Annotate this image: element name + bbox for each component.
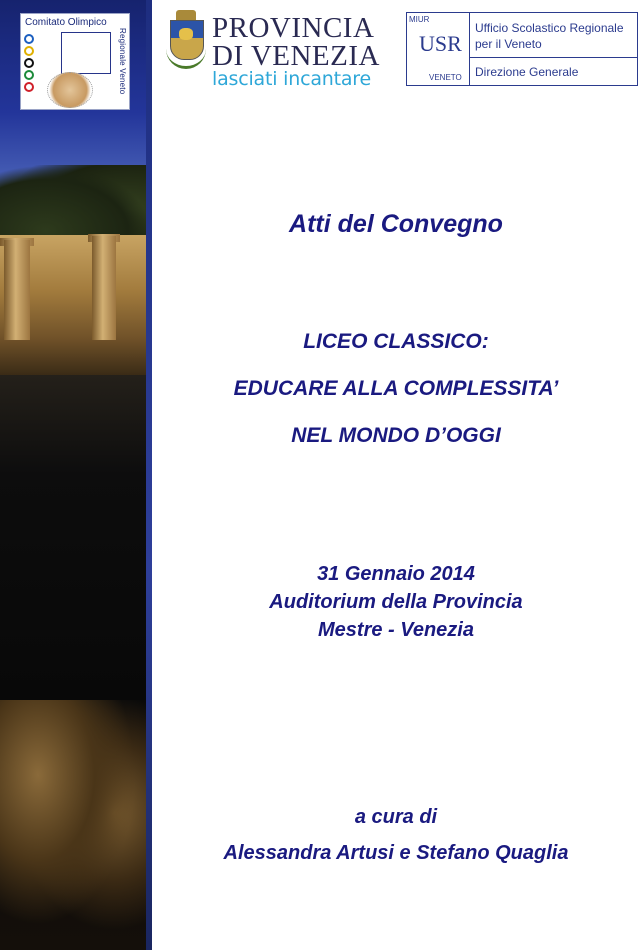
usr-mini-logo: [61, 32, 111, 74]
column-left: [4, 240, 30, 340]
usr-veneto-logo: [406, 12, 638, 86]
provincia-name-line2: DI VENEZIA: [212, 40, 380, 72]
olympic-rings-icon: [24, 34, 38, 92]
column-right: [92, 236, 116, 340]
usr-office-line2: per il Veneto: [475, 37, 542, 51]
bronze-horses-image: [0, 700, 152, 950]
lion-icon: [179, 28, 193, 40]
crest-crown: [176, 10, 196, 20]
dark-band: [0, 375, 152, 705]
ring-black: [24, 58, 34, 68]
usr-miur-text: MIUR: [409, 15, 430, 24]
usr-veneto-text: VENETO: [429, 73, 462, 82]
ring-red: [24, 82, 34, 92]
ring-blue: [24, 34, 34, 44]
document-title: Atti del Convegno: [289, 210, 503, 238]
usr-office-line3: Direzione Generale: [475, 65, 579, 79]
provincia-slogan: lasciati incantare: [212, 68, 371, 90]
editors-names: Alessandra Artusi e Stefano Quaglia: [223, 842, 569, 864]
usr-office-line1: Ufficio Scolastico Regionale: [475, 21, 624, 35]
subtitle-line-2: EDUCARE ALLA COMPLESSITA’: [233, 377, 559, 400]
usr-divider: [469, 57, 637, 58]
usr-mark-icon: [407, 13, 470, 85]
editors-label: a cura di: [354, 806, 438, 828]
subtitle-line-3: NEL MONDO D’OGGI: [291, 424, 501, 447]
event-city: Mestre - Venezia: [318, 619, 474, 641]
subtitle-line-1: LICEO CLASSICO:: [303, 330, 489, 353]
coni-logo-vertical-text: Regionale Veneto: [118, 28, 127, 95]
event-venue: Auditorium della Provincia: [269, 591, 523, 613]
ring-yellow: [24, 46, 34, 56]
provincia-name-line1: PROVINCIA: [212, 12, 375, 44]
provincia-crest-icon: [166, 10, 206, 70]
sport-emblem-icon: [47, 72, 93, 108]
event-date: 31 Gennaio 2014: [317, 563, 475, 585]
usr-letters: USR: [419, 31, 462, 56]
cover-photo-strip: [0, 0, 152, 950]
ring-green: [24, 70, 34, 80]
coni-veneto-logo: [20, 13, 130, 110]
crest-wreath: [166, 46, 206, 69]
coni-logo-text: Comitato Olimpico: [25, 17, 107, 28]
